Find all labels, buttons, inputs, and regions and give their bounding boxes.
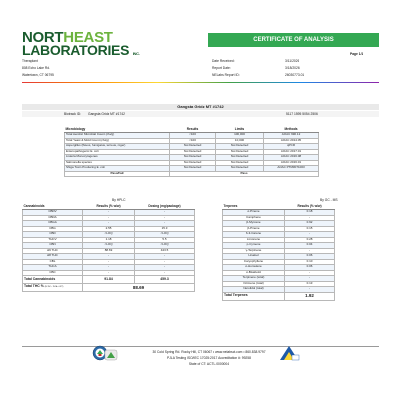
total-thc-value: 88.69 (83, 284, 195, 292)
cannabinoid-dose: - (135, 259, 195, 265)
report-date-label: Report Date: (212, 66, 231, 70)
cannabinoid-name: CBDA (23, 215, 83, 221)
terpene-result: 0.15 (285, 226, 335, 232)
cannabinoid-result: - (83, 265, 135, 271)
cannabinoid-name: Δ9 THC (23, 248, 83, 254)
micro-analyte: Aspergillus (flavus, fumigatus, terreus, niger) (65, 144, 170, 150)
terpene-name: α-Pinene (223, 210, 285, 216)
cannabinoid-name: CBD (23, 232, 83, 238)
terpene-result: 0.92 (285, 221, 335, 227)
report-id-value: 26030773.01 (285, 73, 305, 77)
terpene-result: 0.06 (285, 265, 335, 271)
microbiology-table (64, 127, 319, 177)
micro-method: AOAC 2016.08 (264, 155, 319, 161)
micro-method: AOAC 990.12 (264, 133, 319, 139)
cannabinoid-result: <LOQ (83, 232, 135, 238)
terpenes-table (222, 204, 335, 301)
terpene-name: α-Humulene (223, 265, 285, 271)
cannabinoid-result: - (83, 210, 135, 216)
terpene-name: β-Pinene (223, 226, 285, 232)
sample-name: Gangsta Gridz MT #1742 (88, 112, 125, 116)
micro-limit: 100,000 (216, 133, 264, 139)
terpene-result: 0.10 (285, 259, 335, 265)
terpene-name: Limonene (223, 237, 285, 243)
logo-text-a: NORT (22, 29, 64, 46)
terp-header-cell: Results (% w/w) (285, 204, 335, 210)
terpene-name: β-Myrcene (223, 221, 285, 227)
terpene-result: 0.13 (285, 281, 335, 287)
micro-analyte: Total Aerobic Microbial Count (cfu/g) (65, 133, 170, 139)
report-id-label: NELabs Report ID: (212, 73, 240, 77)
cannabinoid-name: THCV (23, 237, 83, 243)
terpene-result: 0.28 (285, 237, 335, 243)
terpene-result: - (285, 287, 335, 293)
terpene-name: γ-Terpinene (223, 248, 285, 254)
total-thc-text: Total THC % (24, 284, 44, 289)
terpene-name: Terpinene (total) (223, 276, 285, 282)
micro-header-cell: Methods (264, 127, 319, 133)
micro-result: Not Detected (170, 149, 216, 155)
micro-limit: 10,000 (216, 138, 264, 144)
cannabinoid-dose: - (135, 270, 195, 276)
micro-method: AOAC 2017.01 (264, 149, 319, 155)
cannabinoids-table (22, 204, 195, 292)
micro-result: Not Detected (170, 166, 216, 172)
cannabinoid-result: - (83, 221, 135, 227)
total-cannabinoids-dose: 459.3 (135, 276, 195, 284)
micro-analyte: Listeria Monocytogenes (65, 155, 170, 161)
rainbow-divider (22, 82, 379, 83)
micro-analyte: Enteropathogenic E. coli (65, 149, 170, 155)
cannabinoid-result: - (83, 270, 135, 276)
micro-method: AOAC PTM#071003 (264, 166, 319, 172)
logo-text-inc: INC. (132, 51, 140, 56)
cannabinoid-dose: - (135, 254, 195, 260)
micro-analyte: Total Yeast & Mold Count (cfu/g) (65, 138, 170, 144)
date-received-label: Date Received: (212, 59, 235, 63)
terpene-result: - (285, 215, 335, 221)
micro-limit: Not Detected (216, 160, 264, 166)
cannabinoid-method: By HPLC (112, 198, 126, 202)
cannabinoid-result: - (83, 215, 135, 221)
micro-result: <100 (170, 133, 216, 139)
micro-limit: Not Detected (216, 149, 264, 155)
cannabinoid-result: - (83, 254, 135, 260)
terpene-result: - (285, 270, 335, 276)
passfail-row (65, 171, 319, 177)
footer-divider (22, 346, 379, 347)
micro-limit: Not Detected (216, 144, 264, 150)
total-cannabinoids-row (23, 276, 195, 284)
cannabinoid-dose: - (135, 215, 195, 221)
canna-header-cell: Cannabinoids (23, 204, 83, 210)
logo-text-labs: LABORATORIES (22, 42, 130, 58)
cannabinoid-dose: - (135, 265, 195, 271)
cannabinoid-result: 2.55 (83, 226, 135, 232)
passfail-label: Pass/Fail (65, 171, 170, 177)
strain-title: Gangsta Gridz MT #1742 (22, 104, 379, 110)
cannabinoid-dose: - (135, 210, 195, 216)
footer-address: 30 Cold Spring Rd. Rocky Hill, CT 06067 • www.nelabsct.com • 860.838.9797 (152, 350, 266, 354)
micro-header-cell: Microbiology (65, 127, 170, 133)
cannabinoid-dose: <LOQ (135, 232, 195, 238)
pjla-logo-icon (278, 344, 300, 362)
cannabinoid-name: CBDV (23, 210, 83, 216)
terpene-name: δ-3-Carene (223, 232, 285, 238)
cannabinoid-name: CBG (23, 226, 83, 232)
cannabinoid-result: <LOQ (83, 243, 135, 249)
terpene-result: - (285, 232, 335, 238)
canna-header-cell: Results (% w/w) (83, 204, 135, 210)
page-number: Page 1/1 (350, 52, 364, 56)
total-thc-row (23, 284, 195, 292)
cannabinoid-name: CBN (23, 243, 83, 249)
lab-mark-icon (104, 349, 118, 361)
micro-method: AOAC 2016.01 (264, 160, 319, 166)
micro-analyte: Salmonella species (65, 160, 170, 166)
cannabinoid-dose: 5.5 (135, 237, 195, 243)
client-address: 808 Echo Lake Rd. (22, 66, 51, 70)
total-thc-label (23, 284, 83, 292)
terpene-result: 0.06 (285, 254, 335, 260)
total-thc-formula: (Δ9 THC + THCA × 0.877) (44, 287, 64, 289)
cannabinoid-result: 88.69 (83, 248, 135, 254)
client-city: Watertown, CT 06795 (22, 73, 54, 77)
cannabinoid-dose: - (135, 221, 195, 227)
canna-header-cell: Dosing (mg/package) (135, 204, 195, 210)
cannabinoid-name: CBGA (23, 221, 83, 227)
sample-id-label: Biotrack ID: (64, 112, 82, 116)
cannabinoid-name: THCA (23, 265, 83, 271)
total-cannabinoids-label: Total Cannabinoids (23, 276, 83, 284)
coa-banner: CERTIFICATE OF ANALYSIS (208, 33, 379, 47)
cannabinoid-result: - (83, 259, 135, 265)
cannabinoid-dose: <LOQ (135, 243, 195, 249)
cannabinoid-name: CBL (23, 259, 83, 265)
cannabinoid-dose: 443.5 (135, 248, 195, 254)
micro-method: AOAC 2014.05 (264, 138, 319, 144)
terpene-result: - (285, 248, 335, 254)
terpene-result: 0.04 (285, 243, 335, 249)
terpene-name: p-Cymene (223, 243, 285, 249)
micro-result: Not Detected (170, 160, 216, 166)
footer-accreditation: PJLA Testing ISO/IEC 17025:2017 Accreditation #: 99258 (167, 356, 251, 360)
total-terpenes-row (223, 292, 335, 300)
cannabinoid-result: 1.18 (83, 237, 135, 243)
terpene-name: Ocimene (total) (223, 281, 285, 287)
terpene-name: Linalool (223, 254, 285, 260)
client-name: Theraplant (22, 59, 38, 63)
micro-limit: Not Detected (216, 166, 264, 172)
micro-header-cell: Results (170, 127, 216, 133)
logo-laboratories (22, 43, 140, 61)
total-terpenes-value: 1.92 (285, 292, 335, 300)
terpene-result: - (285, 276, 335, 282)
report-date-value: 3/18/2026 (285, 66, 300, 70)
micro-limit: Not Detected (216, 155, 264, 161)
terpene-method: By GC - MS (320, 198, 338, 202)
micro-analyte: Shiga Toxin Producing E. coli (65, 166, 170, 172)
footer-state: State of CT: ACTL.0000004 (188, 362, 230, 366)
terpene-name: Caryophyllene (223, 259, 285, 265)
micro-header-cell: Limits (216, 127, 264, 133)
cannabinoid-name: Δ8 THC (23, 254, 83, 260)
terpene-name: Nerolidol (total) (223, 287, 285, 293)
terpene-result: 0.18 (285, 210, 335, 216)
total-cannabinoids-result: 91.84 (83, 276, 135, 284)
date-received-value: 3/11/2026 (285, 59, 300, 63)
terpene-name: Camphene (223, 215, 285, 221)
micro-method: qPCR (264, 144, 319, 150)
micro-result: Not Detected (170, 144, 216, 150)
logo-text-b: HEAST (63, 29, 113, 46)
total-terpenes-label: Total Terpenes (223, 292, 285, 300)
terpene-name: α-Bisabolol (223, 270, 285, 276)
passfail-value: Pass (170, 171, 319, 177)
cannabinoid-name: CBC (23, 270, 83, 276)
sample-biotrack-id: 5117 1595 5054 2506 (286, 112, 318, 116)
micro-result: Not Detected (170, 155, 216, 161)
cannabinoid-dose: 15.3 (135, 226, 195, 232)
terp-header-cell: Terpenes (223, 204, 285, 210)
micro-result: <100 (170, 138, 216, 144)
